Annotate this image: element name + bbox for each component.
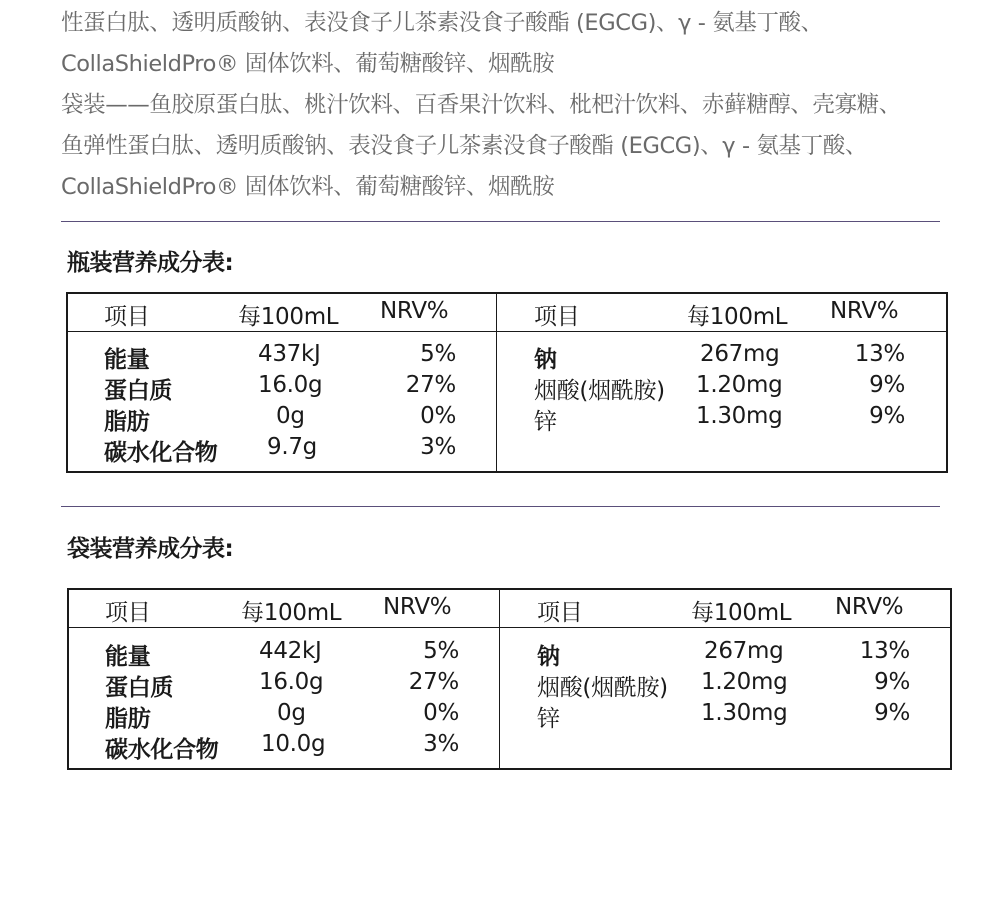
nutrient-nrv: 0% [420,403,456,429]
table-header-row [497,294,946,332]
nutrient-nrv: 0% [423,700,459,726]
ingredients-line: 袋装——鱼胶原蛋白肽、桃汁饮料、百香果汁饮料、枇杷汁饮料、赤藓糖醇、壳寡糖、 [61,92,901,118]
nutrient-value: 1.20mg [701,669,788,695]
nutrient-name: 脂肪 [104,409,150,435]
nutrient-nrv: 9% [869,403,905,429]
divider [61,506,940,507]
header-nrv: NRV% [835,594,904,620]
header-item: 项目 [534,304,580,330]
pouch-table-title: 袋装营养成分表: [67,536,234,562]
bottle-table-right-half [497,294,946,471]
header-nrv: NRV% [383,594,452,620]
nutrient-name: 脂肪 [105,706,151,732]
divider [61,221,940,222]
nutrient-value: 16.0g [259,669,324,695]
nutrient-value: 9.7g [267,434,317,460]
nutrient-name: 能量 [104,347,150,373]
header-per100: 每100mL [691,600,792,626]
header-nrv: NRV% [380,298,449,324]
nutrient-value: 437kJ [258,341,321,367]
nutrient-nrv: 5% [423,638,459,664]
nutrient-name: 钠 [537,644,560,670]
nutrient-nrv: 9% [869,372,905,398]
header-item: 项目 [105,600,151,626]
bottle-table-title: 瓶装营养成分表: [67,250,234,276]
nutrient-nrv: 27% [405,372,456,398]
table-header-row [69,590,499,628]
header-per100: 每100mL [241,600,342,626]
nutrient-name: 蛋白质 [104,378,173,404]
nutrient-value: 1.30mg [701,700,788,726]
header-per100: 每100mL [687,304,788,330]
nutrient-nrv: 27% [408,669,459,695]
nutrient-nrv: 3% [423,731,459,757]
header-item: 项目 [537,600,583,626]
nutrient-name: 钠 [534,347,557,373]
bottle-nutrition-table [66,292,948,473]
nutrient-nrv: 5% [420,341,456,367]
nutrient-value: 1.20mg [696,372,783,398]
nutrient-name: 烟酸(烟酰胺) [537,675,668,701]
ingredients-line: 性蛋白肽、透明质酸钠、表没食子儿茶素没食子酸酯 (EGCG)、γ - 氨基丁酸、 [61,10,823,36]
nutrient-name: 锌 [537,706,560,732]
nutrient-name: 能量 [105,644,151,670]
table-header-row [500,590,950,628]
pouch-table-left-half [69,590,500,768]
pouch-table-right-half [500,590,950,768]
ingredients-line: CollaShieldPro® 固体饮料、葡萄糖酸锌、烟酰胺 [61,51,555,77]
nutrient-nrv: 13% [859,638,910,664]
nutrient-value: 10.0g [261,731,326,757]
nutrient-value: 1.30mg [696,403,783,429]
nutrient-nrv: 3% [420,434,456,460]
nutrient-nrv: 9% [874,669,910,695]
table-header-row [68,294,496,332]
nutrient-value: 267mg [700,341,780,367]
nutrient-name: 锌 [534,409,557,435]
nutrient-name: 碳水化合物 [104,440,218,466]
nutrient-value: 267mg [704,638,784,664]
nutrient-value: 16.0g [258,372,323,398]
bottle-table-left-half [68,294,497,471]
nutrient-nrv: 9% [874,700,910,726]
nutrient-value: 0g [276,403,305,429]
ingredients-line: 鱼弹性蛋白肽、透明质酸钠、表没食子儿茶素没食子酸酯 (EGCG)、γ - 氨基丁酸、 [61,133,867,159]
ingredients-list [61,0,961,208]
nutrient-nrv: 13% [854,341,905,367]
nutrient-value: 442kJ [259,638,322,664]
header-nrv: NRV% [830,298,899,324]
header-per100: 每100mL [238,304,339,330]
ingredients-line: CollaShieldPro® 固体饮料、葡萄糖酸锌、烟酰胺 [61,174,555,200]
nutrient-name: 碳水化合物 [105,737,219,763]
nutrient-name: 蛋白质 [105,675,174,701]
nutrient-name: 烟酸(烟酰胺) [534,378,665,404]
nutrient-value: 0g [277,700,306,726]
pouch-nutrition-table [67,588,952,770]
header-item: 项目 [104,304,150,330]
